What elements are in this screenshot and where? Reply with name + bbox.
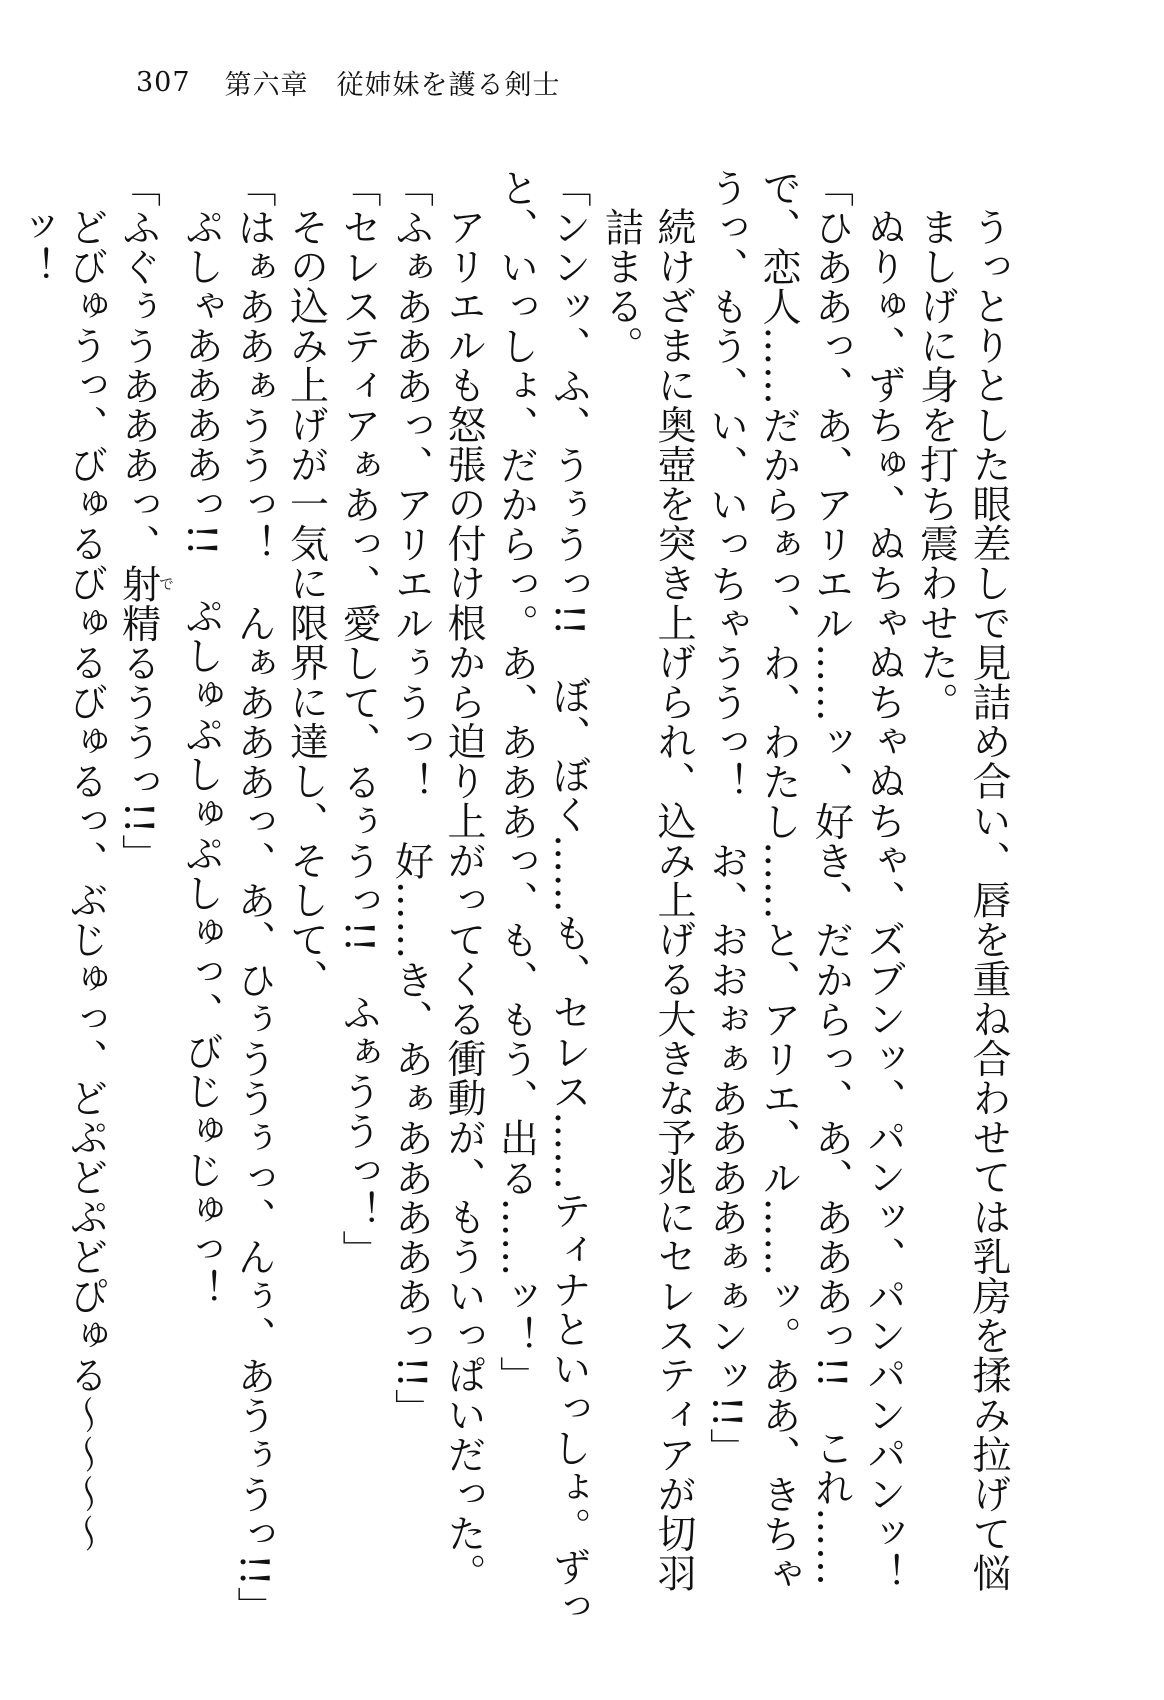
paragraph-2: ぬりゅ、ずちゅ、ぬちゃぬちゃぬちゃ、ズブンッ、パンッ、パンパンパンッ！: [861, 207, 906, 1593]
chapter-title: 従姉妹を護る剣士: [336, 69, 561, 101]
paragraph-11: [174, 168, 227, 1628]
paragraph-3: 「ひああっ、あ、アリエル……ッ、好き、だからっ、あ、あああっ!! これ……で、恋人……だからぁっ、わ、わたし……と、アリエ、ル……ッ。ああ、きちゃうっ、もう、い、いっちゃううっ！ お、おおぉぁああああぁぁンッ!!」: [703, 168, 854, 1594]
paragraph-12-text-b: 精るううっ!!」: [115, 603, 161, 874]
page-number: 307: [136, 66, 191, 98]
paragraph-6: アリエルも怒張の付け根から迫り上がってくる衝動が、もういっぱいだった。: [441, 207, 486, 1593]
paragraph-10: 「はぁああぁううっ！ んぁあああっ、あ、ひぅううぅっ、んぅ、あうぅうっ!!」: [231, 168, 276, 1627]
ruby-base: 射: [115, 564, 161, 604]
paragraph-5: 「ンンッ、ふ、うぅうっ!! ぼ、ぼく……も、セレス……ティナといっしょ。ずっと、いっしょ、だからっ。あ、あああっ、も、もう、出る……ッ！」: [493, 168, 591, 1627]
paragraph-4: 続けざまに奥壺を突き上げられ、込み上げる大きな予兆にセレスティアが切羽詰まる。: [598, 207, 696, 1593]
page-header: [136, 62, 561, 102]
paragraph-11-text: ぷしゃああああっ!! ぷしゅぷしゅぷしゅっ、びじゅじゅっ！: [178, 207, 224, 1309]
paragraph-12: [111, 168, 174, 1628]
paragraph-8: 「セレスティアぁあっ、愛して、るぅうっ!! ふぁううっ！」: [336, 168, 381, 1270]
paragraph-9: その込み上げが一気に限界に達し、そして、: [283, 207, 329, 999]
paragraph-7: 「ふぁあああっ、アリエルぅうっ！ 好……き、あぁあああああっ!!」: [388, 168, 434, 1429]
ruby-shasei: [115, 564, 175, 604]
vertical-body-text: [10, 168, 1014, 1628]
paragraph-12-text-a: 「ふぐぅうあああっ、: [115, 168, 161, 564]
ruby-reading: で: [157, 564, 175, 604]
chapter-number: 第六章: [224, 69, 309, 101]
paragraph-1: うっとりとした眼差しで見詰め合い、唇を重ね合わせては乳房を揉み拉げて悩ましげに身を打ち震わせた。: [913, 207, 1011, 1593]
paragraph-13: どびゅうっ、びゅるびゅるびゅるっ、ぶじゅっ、どぷどぷどぴゅる〜〜〜〜ッ！: [10, 207, 108, 1554]
